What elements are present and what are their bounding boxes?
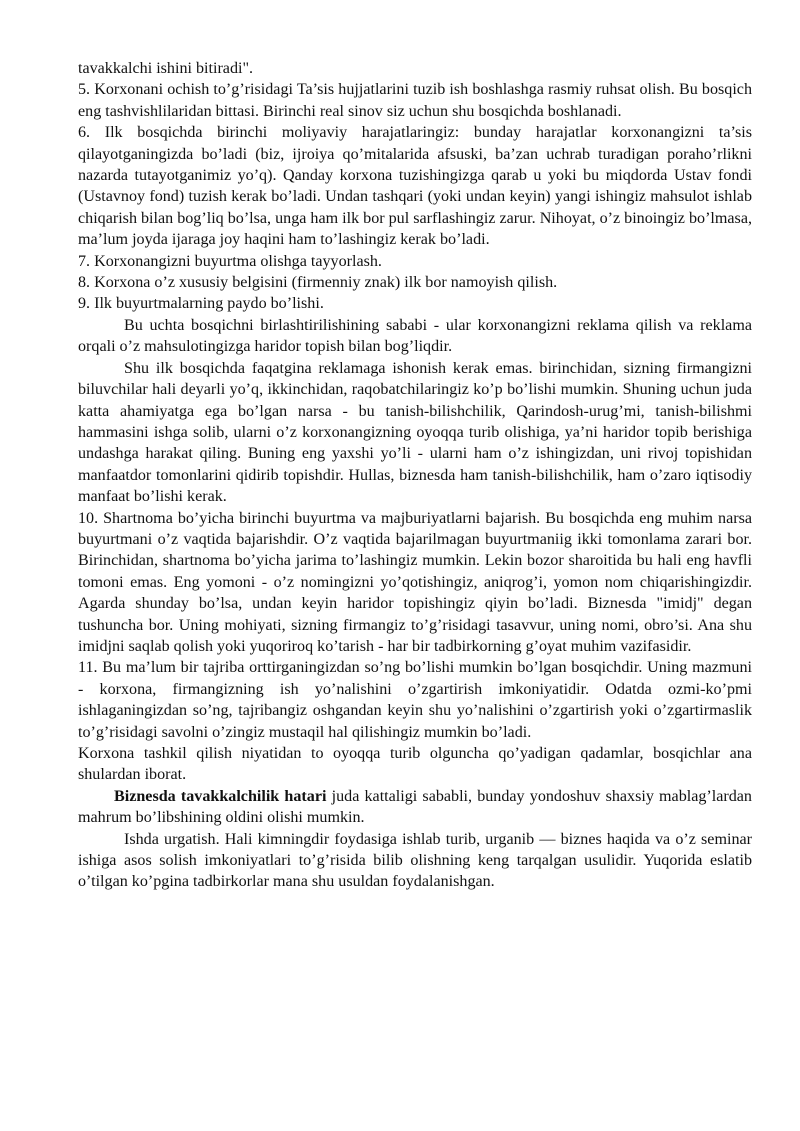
list-item-6: 6. Ilk bosqichda birinchi moliyaviy harajatlaringiz: bunday harajatlar korxonangizni ta’sis qilayotganingizda bo’ladi (biz, ijroiya qo’mitalarida afsuski, ba’zan uchrab turadigan poraho’rlikni nazarda tutayotganimiz yo’q). Qanday korxona tuzishingizga qarab u yoki bu miqdorda Ustav fondi (Ustavnoy fond) tuzish kerak bo’ladi. Undan tashqari (yoki undan keyin) yangi ishingiz mahsulot ishlab chiqarish bilan bog’liq bo’lsa, unga ham ilk bor pul sarflashingiz zarur. Nihoyat, o’z binoingiz bo’lmasa, ma’lum joyda ijaraga joy haqini ham to’lashingiz kerak bo’ladi.: [78, 124, 752, 249]
paragraph-summary: Korxona tashkil qilish niyatidan to oyoqqa turib olguncha qo’yadigan qadamlar, bosqichlar ana shulardan iborat.: [78, 745, 752, 784]
paragraph-continuation: tavakkalchi ishini bitiradi".: [78, 60, 254, 77]
list-item-7: 7. Korxonangizni buyurtma olishga tayyorlash.: [78, 252, 382, 270]
risk-text: juda kattaligi sababli, bunday yondoshuv shaxsiy mablag’lardan mahrum bo’libshining oldini olishi mumkin.: [78, 787, 752, 827]
paragraph-learning: Ishda urgatish. Hali kimningdir foydasiga ishlab turib, urganib — biznes haqida va o’z seminar ishiga asos solish imkoniyatlari to’g’risida bilib olishning keng tarqalgan usulidir. Yuqorida eslatib o’tilgan ko’pgina tadbirkorlar mana shu usuldan foydalanishgan.: [78, 830, 752, 891]
paragraph-three-stages: Bu uchta bosqichni birlashtirilishining sababi - ular korxonangizni reklama qilish va reklama orqali o’z mahsulotingizga haridor topish bilan bog’liqdir.: [78, 316, 752, 356]
list-item-10: 10. Shartnoma bo’yicha birinchi buyurtma va majburiyatlarni bajarish. Bu bosqichda eng muhim narsa buyurtmani o’z vaqtida bajarishdir. O’z vaqtida bajarilmagan buyurtmaniig ikki tomonlama zarari bor. Birinchidan, shartnoma bo’yicha jarima to’lashingiz mumkin. Lekin bozor sharoitida bu hali eng havfli tomoni emas. Eng yomoni - o’z nomingizni yo’qotishingiz, aniqrog’i, yomon nom chiqarishingizdir. Agarda shunday bo’lsa, undan keyin haridor topishingiz qiyin bo’ladi. Biznesda "imidj" degan tushuncha bor. Uning mohiyati, sizning firmangiz to’g’risidagi tasavvur, uning nomi, obro’si. Ana shu imidjni saqlab qolish yoki yuqoriroq ko’tarish - har bir tadbirkorning g’oyat muhim vazifasidir.: [78, 509, 752, 655]
paragraph-risk: [78, 786, 752, 829]
document-page: [78, 58, 752, 893]
list-item-5: 5. Korxonani ochish to’g’risidagi Ta’sis hujjatlarini tuzib ish boshlashga rasmiy ruhsat olish. Bu bosqich eng tashvishlilaridan bittasi. Birinchi real sinov siz uchun shu bosqichda boshlanadi.: [78, 81, 752, 120]
list-item-8: 8. Korxona o’z xususiy belgisini (firmenniy znak) ilk bor namoyish qilish.: [78, 274, 558, 292]
list-item-9: 9. Ilk buyurtmalarning paydo bo’lishi.: [78, 295, 324, 313]
risk-heading: Biznesda tavakkalchilik hatari: [114, 787, 327, 805]
paragraph-acquaintance: Shu ilk bosqichda faqatgina reklamaga ishonish kerak emas. birinchidan, sizning firmangizni biluvchilar hali deyarli yo’q, ikkinchidan, raqobatchilaringiz ko’p bo’lishi mumkin. Shuning uchun juda katta ahamiyatga ega bo’lgan narsa - bu tanish-bilishchilik, Qarindosh-urug’mi, tanish-bilishmi hammasini ishga solib, ularni o’z korxonangizning oyoqqa turib olishiga, ya’ni haridor topib berishiga undashga harakat qiling. Buning eng yaxshi yo’li - ularni ham o’z ishingizdan, uni rivoj topishidan manfaatdor tomonlarini qidirib topishdir. Hullas, biznesda ham tanish-bilishchilik, ham o’zaro iqtisodiy manfaat bo’lishi kerak.: [78, 359, 752, 506]
list-item-11: 11. Bu ma’lum bir tajriba orttirganingizdan so’ng bo’lishi mumkin bo’lgan bosqichdir. Uning mazmuni - korxona, firmangizning ish yo’nalishini o’zgartirish imkoniyatidir. Odatda ozmi-ko’pmi ishlaganingizdan so’ng, tajribangiz oshgandan keyin shu yo’nalishini o’zgartirish yoki o’zgartirmaslik to’g’risidagi savolni o’zingiz mustaqil hal qilishingiz mumkin bo’ladi.: [78, 659, 752, 741]
